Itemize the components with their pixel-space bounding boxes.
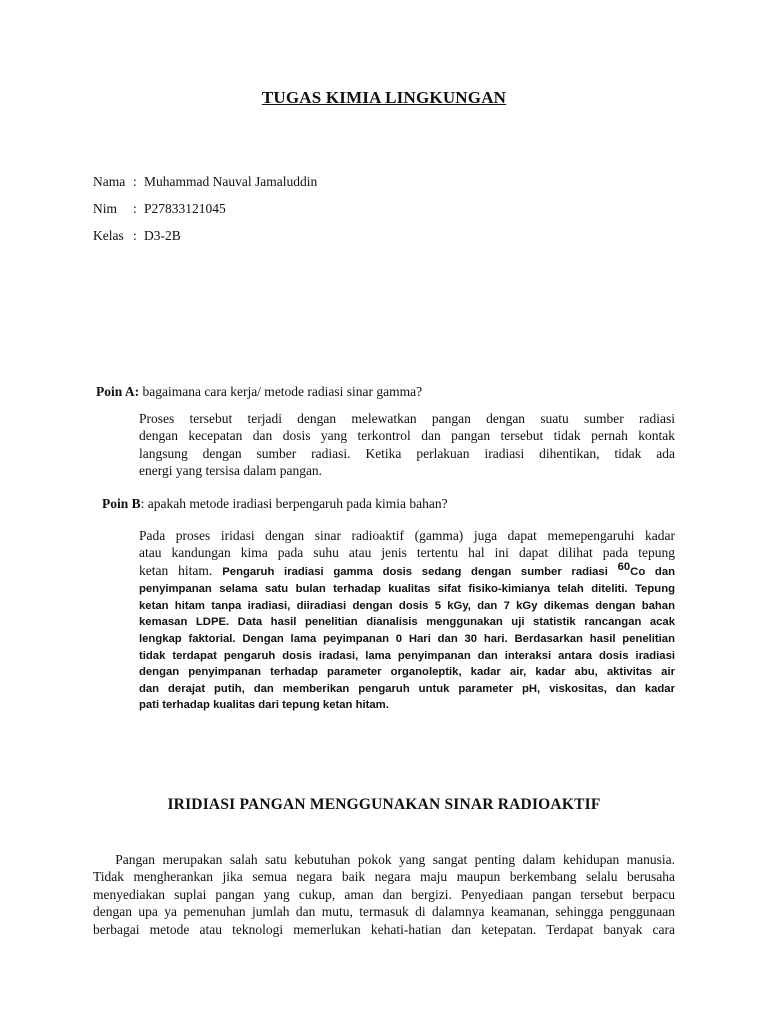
info-label: Kelas <box>93 228 124 243</box>
answer-poin-a <box>139 410 675 480</box>
poin-a-label: Poin A: <box>96 384 140 399</box>
info-colon: : <box>133 201 137 216</box>
answer-line: Pada proses iridasi dengan sinar radioaktif (gamma) juga dapat memepengaruhi kadar <box>139 528 675 543</box>
answer-bold-line: dengan penyimpanan terhadap parameter organoleptik, kadar air, kadar abu, aktivitas air <box>139 666 675 679</box>
info-value-kelas: D3-2B <box>144 228 181 243</box>
info-label: Nama <box>93 174 126 189</box>
answer-line: Proses tersebut terjadi dengan melewatkan pangan dengan suatu sumber radiasi <box>139 411 675 426</box>
answer-line-mixed <box>139 562 675 581</box>
answer-poin-b <box>139 527 675 714</box>
answer-line: dengan kecepatan dan dosis yang terkontrol dan pangan tersebut tidak pernah kontak <box>139 428 675 444</box>
answer-bold-line: dan derajat putih, dan memberikan pengaruh untuk parameter pH, viskositas, dan kadar <box>139 682 675 695</box>
poin-b-label: Poin B <box>102 496 141 511</box>
info-colon: : <box>133 174 137 189</box>
info-label: Nim <box>93 201 118 216</box>
answer-line: energi yang tersisa dalam pangan. <box>139 463 323 479</box>
body-line: dengan upa ya pemenuhan jumlah dan mutu, termasuk di dalamnya keamanan, sehingga penggunaan <box>93 904 675 920</box>
isotope-superscript: 60 <box>617 560 631 573</box>
poin-a-question: bagaimana cara kerja/ metode radiasi sinar gamma? <box>139 384 423 399</box>
poin-b-question: : apakah metode iradiasi berpengaruh pada kimia bahan? <box>140 496 448 511</box>
question-poin-b <box>102 496 448 512</box>
document-title: TUGAS KIMIA LINGKUNGAN <box>261 88 507 107</box>
answer-bold-text: Pengaruh iradiasi gamma dosis sedang dengan sumber radiasi <box>222 565 618 578</box>
answer-bold-text: Co dan <box>630 565 676 578</box>
answer-line: atau kandungan kima pada suhu atau jenis tertentu hal ini dapat dilihat pada tepung <box>139 545 675 561</box>
answer-bold-line: penyimpanan selama satu bulan terhadap kualitas sifat fisiko-kimianya telah diteliti. Tepung <box>139 583 675 596</box>
answer-bold-line: kemasan LDPE. Data hasil penelitian dianalisis menggunakan uji statistik rancangan acak <box>139 616 675 629</box>
answer-plain-text: ketan hitam. <box>139 562 223 578</box>
body-line: menyediakan suplai pangan yang cukup, aman dan bergizi. Penyediaan pangan tersebut berpacu <box>93 886 675 902</box>
body-paragraph <box>93 851 675 938</box>
answer-bold-line: pati terhadap kualitas dari tepung ketan hitam. <box>139 699 389 712</box>
body-line: berbagai metode atau teknologi memerlukan kehati-hatian dan ketepatan. Terdapat banyak cara <box>93 921 675 937</box>
answer-line: langsung dengan sumber radiasi. Ketika perlakuan iradiasi dihentikan, tidak ada <box>139 445 675 461</box>
info-value-nim: P27833121045 <box>144 201 226 216</box>
info-value-name: Muhammad Nauval Jamaluddin <box>144 174 318 189</box>
answer-bold-line: tidak terdapat pengaruh dosis iradasi, lama penyimpanan dan interaksi antara dosis iradiasi <box>139 649 675 662</box>
answer-bold-line: lengkap faktorial. Dengan lama peyimpanan 0 Hari dan 30 hari. Berdasarkan hasil penelitian <box>139 633 675 645</box>
info-colon: : <box>133 228 137 243</box>
body-line: Pangan merupakan salah satu kebutuhan pokok yang sangat penting dalam kehidupan manusia. <box>93 852 675 867</box>
body-line: Tidak mengherankan jika semua negara baik negara maju maupun berkembang selalu berusaha <box>93 869 675 885</box>
section-heading: IRIDIASI PANGAN MENGGUNAKAN SINAR RADIOAKTIF <box>167 796 601 813</box>
question-poin-a <box>96 384 422 400</box>
answer-bold-line: ketan hitam tanpa iradiasi, diiradiasi dengan dosis 5 kGy, dan 7 kGy dikemas dengan bahan <box>139 599 675 612</box>
